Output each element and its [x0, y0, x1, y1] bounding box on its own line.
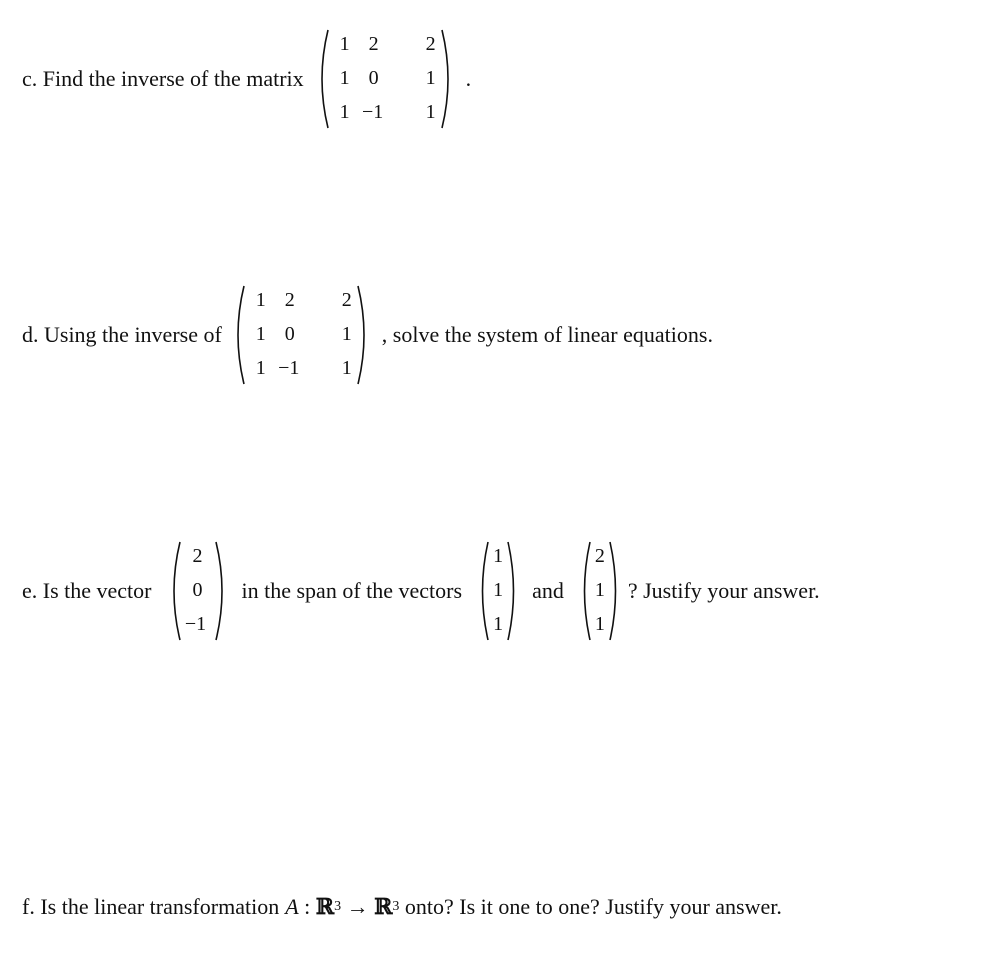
matrix-cell: 1: [425, 67, 436, 89]
matrix-cell: 2: [368, 33, 379, 55]
right-paren-icon: [214, 540, 230, 642]
matrix-cell: 1: [255, 323, 266, 345]
matrix-cell: 1: [255, 289, 266, 311]
problem-e-vector3: [578, 540, 622, 642]
vector-cell: 2: [192, 545, 203, 567]
matrix-cell: 1: [339, 33, 350, 55]
problem-c-matrix: [314, 28, 462, 130]
matrix-cell: 0: [368, 67, 379, 89]
matrix-cell: 1: [339, 67, 350, 89]
map-name: A: [285, 894, 299, 919]
matrix-cell: −1: [362, 101, 384, 123]
vector-cell: −1: [184, 613, 207, 635]
matrix-cell: 2: [284, 289, 295, 311]
matrix-cell: 1: [255, 357, 266, 379]
map-arrow: →: [341, 894, 375, 919]
vector-cell: 2: [594, 545, 605, 567]
problem-e-and: and: [532, 578, 564, 603]
matrix-cell: 0: [284, 323, 295, 345]
problem-e-text: e. Is the vector: [22, 578, 152, 603]
vector-cell: 1: [594, 579, 605, 601]
right-paren-icon: [440, 28, 456, 130]
right-paren-icon: [608, 540, 622, 642]
problem-d-matrix: [230, 284, 378, 386]
matrix-cell: 1: [341, 323, 352, 345]
problem-d-trail: , solve the system of linear equations.: [381, 322, 713, 347]
matrix-cell: 1: [425, 101, 436, 123]
codomain-symbol: ℝ: [374, 894, 393, 920]
matrix-cell: 1: [339, 101, 350, 123]
vector-cell: 0: [192, 579, 203, 601]
problem-e: [22, 540, 820, 642]
vector-cell: 1: [594, 613, 605, 635]
problem-d-text: d. Using the inverse of: [22, 322, 222, 347]
domain-symbol: ℝ: [315, 894, 335, 920]
problem-c: [22, 28, 471, 130]
matrix-cell: 1: [341, 357, 352, 379]
matrix-cell: 2: [425, 33, 436, 55]
map-colon: :: [298, 894, 316, 919]
problem-e-trail: ? Justify your answer.: [627, 578, 820, 603]
vector-cell: 1: [493, 579, 504, 601]
right-paren-icon: [356, 284, 372, 386]
vector-cell: 1: [493, 545, 504, 567]
problem-f: f. Is the linear transformation A : ℝ 3 → ℝ 3 onto? Is it one to one? Justify your answer.: [22, 894, 782, 920]
matrix-cell: 2: [341, 289, 352, 311]
problem-e-vector: [166, 540, 230, 642]
problem-e-vector2: [476, 540, 520, 642]
problem-c-trail: .: [465, 66, 472, 91]
matrix-cell: −1: [278, 357, 300, 379]
problem-d: [22, 284, 713, 386]
problem-e-mid: in the span of the vectors: [241, 578, 463, 603]
problem-f-trail: onto? Is it one to one? Justify your answer.: [399, 894, 782, 919]
problem-c-text: c. Find the inverse of the matrix: [22, 66, 304, 91]
problem-f-text: f. Is the linear transformation: [22, 894, 280, 919]
right-paren-icon: [506, 540, 520, 642]
vector-cell: 1: [493, 613, 504, 635]
